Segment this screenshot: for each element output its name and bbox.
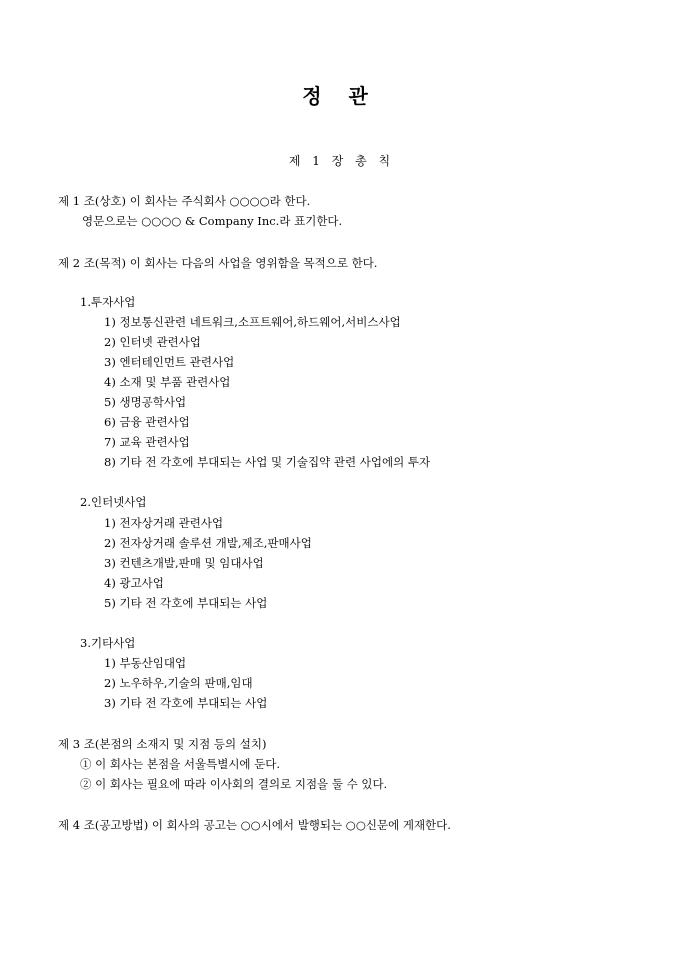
- list-item: 3) 컨텐츠개발,판매 및 임대사업: [104, 556, 264, 570]
- list-item: 6) 금융 관련사업: [104, 415, 190, 429]
- article-3-clause-2: ② 이 회사는 필요에 따라 이사회의 결의로 지점을 둘 수 있다.: [80, 777, 388, 791]
- chapter-heading: 제 1 장 총 칙: [288, 154, 392, 168]
- list-item: 4) 광고사업: [104, 576, 164, 590]
- section-internet: 2.인터넷사업: [80, 495, 147, 509]
- list-item: 8) 기타 전 각호에 부대되는 사업 및 기술집약 관련 사업에의 투자: [104, 455, 431, 469]
- list-item: 3) 엔터테인먼트 관련사업: [104, 355, 235, 369]
- article-3-clause-1: ① 이 회사는 본점을 서울특별시에 둔다.: [80, 757, 281, 771]
- section-investment: 1.투자사업: [80, 295, 136, 309]
- list-item: 4) 소재 및 부품 관련사업: [104, 375, 231, 389]
- list-item: 1) 전자상거래 관련사업: [104, 516, 224, 530]
- article-2-heading: 제 2 조(목적) 이 회사는 다음의 사업을 영위함을 목적으로 한다.: [58, 256, 378, 270]
- list-item: 2) 전자상거래 솔루션 개발,제조,판매사업: [104, 536, 312, 550]
- article-1-heading: 제 1 조(상호) 이 회사는 주식회사 ○○○○라 한다.: [58, 194, 311, 208]
- list-item: 1) 부동산임대업: [104, 656, 187, 670]
- list-item: 5) 기타 전 각호에 부대되는 사업: [104, 596, 268, 610]
- section-other: 3.기타사업: [80, 636, 136, 650]
- list-item: 1) 정보통신관련 네트워크,소프트웨어,하드웨어,서비스사업: [104, 315, 401, 329]
- document-title: 정 관: [302, 84, 378, 108]
- list-item: 5) 생명공학사업: [104, 395, 187, 409]
- list-item: 7) 교육 관련사업: [104, 435, 190, 449]
- list-item: 3) 기타 전 각호에 부대되는 사업: [104, 696, 268, 710]
- article-3-heading: 제 3 조(본점의 소재지 및 지점 등의 설치): [58, 737, 267, 751]
- list-item: 2) 노우하우,기술의 판매,임대: [104, 676, 253, 690]
- list-item: 2) 인터넷 관련사업: [104, 335, 201, 349]
- article-1-english-name: 영문으로는 ○○○○ & Company Inc.라 표기한다.: [82, 214, 343, 228]
- article-4-heading: 제 4 조(공고방법) 이 회사의 공고는 ○○시에서 발행되는 ○○신문에 게재한다.: [58, 818, 451, 832]
